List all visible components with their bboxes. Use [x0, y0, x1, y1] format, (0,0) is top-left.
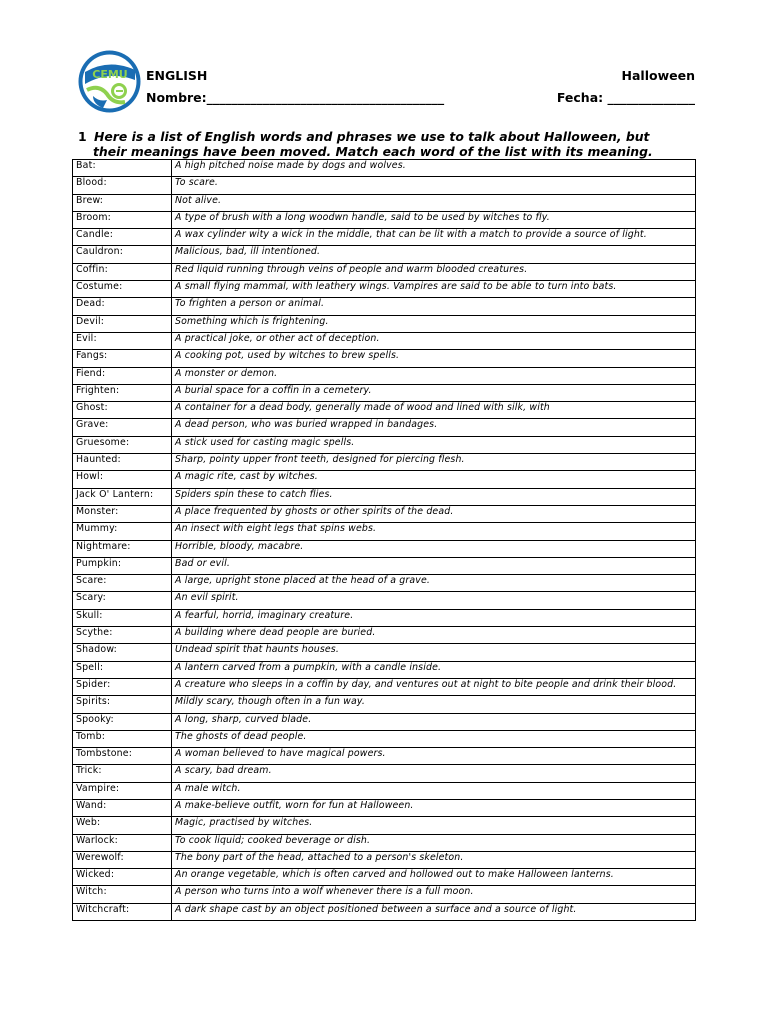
meaning-cell: The bony part of the head, attached to a person's skeleton.: [172, 851, 696, 868]
meaning-cell: A practical joke, or other act of deception.: [172, 332, 696, 349]
word-cell: Spirits:: [73, 696, 172, 713]
meaning-cell: A male witch.: [172, 782, 696, 799]
meaning-cell: To cook liquid; cooked beverage or dish.: [172, 834, 696, 851]
meaning-cell: A high pitched noise made by dogs and wolves.: [172, 160, 696, 177]
meaning-cell: A woman believed to have magical powers.: [172, 748, 696, 765]
word-cell: Wand:: [73, 799, 172, 816]
table-row: [73, 557, 696, 574]
word-cell: Shadow:: [73, 644, 172, 661]
table-row: [73, 886, 696, 903]
word-cell: Scythe:: [73, 627, 172, 644]
table-row: [73, 523, 696, 540]
word-cell: Warlock:: [73, 834, 172, 851]
meaning-cell: Undead spirit that haunts houses.: [172, 644, 696, 661]
word-cell: Bat:: [73, 160, 172, 177]
table-row: [73, 575, 696, 592]
table-row: [73, 644, 696, 661]
meaning-cell: Not alive.: [172, 194, 696, 211]
word-cell: Ghost:: [73, 402, 172, 419]
table-row: [73, 540, 696, 557]
table-row: [73, 211, 696, 228]
table-row: [73, 765, 696, 782]
table-row: [73, 488, 696, 505]
word-cell: Scary:: [73, 592, 172, 609]
word-cell: Web:: [73, 817, 172, 834]
table-row: [73, 471, 696, 488]
meaning-cell: An orange vegetable, which is often carved and hollowed out to make Halloween lanterns.: [172, 869, 696, 886]
meaning-cell: Sharp, pointy upper front teeth, designed for piercing flesh.: [172, 454, 696, 471]
table-row: [73, 246, 696, 263]
meaning-cell: A monster or demon.: [172, 367, 696, 384]
table-row: [73, 627, 696, 644]
meaning-cell: Bad or evil.: [172, 557, 696, 574]
meaning-cell: Malicious, bad, ill intentioned.: [172, 246, 696, 263]
table-row: [73, 332, 696, 349]
meaning-cell: A dead person, who was buried wrapped in bandages.: [172, 419, 696, 436]
word-cell: Haunted:: [73, 454, 172, 471]
table-row: [73, 402, 696, 419]
word-cell: Dead:: [73, 298, 172, 315]
table-row: [73, 834, 696, 851]
meaning-cell: A person who turns into a wolf whenever there is a full moon.: [172, 886, 696, 903]
word-cell: Coffin:: [73, 263, 172, 280]
table-row: [73, 160, 696, 177]
meaning-cell: A fearful, horrid, imaginary creature.: [172, 609, 696, 626]
meaning-cell: Something which is frightening.: [172, 315, 696, 332]
table-row: [73, 678, 696, 695]
meaning-cell: Horrible, bloody, macabre.: [172, 540, 696, 557]
vocabulary-table: [72, 159, 696, 921]
meaning-cell: A burial space for a coffin in a cemetery.: [172, 384, 696, 401]
word-cell: Mummy:: [73, 523, 172, 540]
meaning-cell: A stick used for casting magic spells.: [172, 436, 696, 453]
table-row: [73, 454, 696, 471]
table-row: [73, 263, 696, 280]
instruction-line-2: their meanings have been moved. Match each word of the list with its meaning.: [93, 144, 653, 159]
meaning-cell: To frighten a person or animal.: [172, 298, 696, 315]
word-cell: Monster:: [73, 505, 172, 522]
meaning-cell: To scare.: [172, 177, 696, 194]
meaning-cell: A creature who sleeps in a coffin by day, and ventures out at night to bite people and drink their blood.: [172, 678, 696, 695]
word-cell: Devil:: [73, 315, 172, 332]
word-cell: Tombstone:: [73, 748, 172, 765]
school-logo: [77, 50, 142, 113]
table-row: [73, 851, 696, 868]
subject-label: ENGLISH: [146, 68, 208, 83]
table-row: [73, 661, 696, 678]
vocabulary-table-body: [73, 160, 696, 921]
word-cell: Spell:: [73, 661, 172, 678]
meaning-cell: The ghosts of dead people.: [172, 730, 696, 747]
table-row: [73, 817, 696, 834]
topic-label: Halloween: [621, 68, 695, 83]
table-row: [73, 609, 696, 626]
meaning-cell: A cooking pot, used by witches to brew spells.: [172, 350, 696, 367]
meaning-cell: A make-believe outfit, worn for fun at Halloween.: [172, 799, 696, 816]
meaning-cell: An evil spirit.: [172, 592, 696, 609]
table-row: [73, 799, 696, 816]
table-row: [73, 229, 696, 246]
table-row: [73, 748, 696, 765]
word-cell: Wicked:: [73, 869, 172, 886]
meaning-cell: A long, sharp, curved blade.: [172, 713, 696, 730]
word-cell: Spider:: [73, 678, 172, 695]
word-cell: Trick:: [73, 765, 172, 782]
date-field-label: Fecha: ______________: [556, 90, 695, 105]
word-cell: Blood:: [73, 177, 172, 194]
meaning-cell: A dark shape cast by an object positioned between a surface and a source of light.: [172, 903, 696, 920]
word-cell: Fiend:: [73, 367, 172, 384]
table-row: [73, 436, 696, 453]
word-cell: Howl:: [73, 471, 172, 488]
word-cell: Broom:: [73, 211, 172, 228]
word-cell: Cauldron:: [73, 246, 172, 263]
word-cell: Costume:: [73, 281, 172, 298]
word-cell: Witch:: [73, 886, 172, 903]
word-cell: Jack O' Lantern:: [73, 488, 172, 505]
instruction-line-1: Here is a list of English words and phrases we use to talk about Halloween, but: [94, 129, 650, 144]
table-row: [73, 730, 696, 747]
meaning-cell: A container for a dead body, generally made of wood and lined with silk, with: [172, 402, 696, 419]
table-row: [73, 350, 696, 367]
word-cell: Vampire:: [73, 782, 172, 799]
word-cell: Skull:: [73, 609, 172, 626]
table-row: [73, 384, 696, 401]
table-row: [73, 177, 696, 194]
meaning-cell: An insect with eight legs that spins webs.: [172, 523, 696, 540]
word-cell: Pumpkin:: [73, 557, 172, 574]
word-cell: Scare:: [73, 575, 172, 592]
table-row: [73, 419, 696, 436]
table-row: [73, 298, 696, 315]
table-row: [73, 713, 696, 730]
table-row: [73, 505, 696, 522]
table-row: [73, 869, 696, 886]
exercise-instruction: [78, 129, 698, 159]
table-row: [73, 194, 696, 211]
word-cell: Brew:: [73, 194, 172, 211]
logo-text: CEMU: [92, 68, 128, 81]
meaning-cell: A place frequented by ghosts or other spirits of the dead.: [172, 505, 696, 522]
table-row: [73, 281, 696, 298]
word-cell: Frighten:: [73, 384, 172, 401]
word-cell: Witchcraft:: [73, 903, 172, 920]
word-cell: Candle:: [73, 229, 172, 246]
word-cell: Gruesome:: [73, 436, 172, 453]
meaning-cell: A magic rite, cast by witches.: [172, 471, 696, 488]
meaning-cell: A scary, bad dream.: [172, 765, 696, 782]
meaning-cell: A building where dead people are buried.: [172, 627, 696, 644]
table-row: [73, 696, 696, 713]
meaning-cell: Red liquid running through veins of people and warm blooded creatures.: [172, 263, 696, 280]
table-row: [73, 367, 696, 384]
word-cell: Tomb:: [73, 730, 172, 747]
table-row: [73, 782, 696, 799]
meaning-cell: A small flying mammal, with leathery wings. Vampires are said to be able to turn into bats.: [172, 281, 696, 298]
table-row: [73, 903, 696, 920]
word-cell: Fangs:: [73, 350, 172, 367]
meaning-cell: A wax cylinder wity a wick in the middle, that can be lit with a match to provide a source of light.: [172, 229, 696, 246]
word-cell: Spooky:: [73, 713, 172, 730]
word-cell: Evil:: [73, 332, 172, 349]
meaning-cell: A large, upright stone placed at the head of a grave.: [172, 575, 696, 592]
meaning-cell: Mildly scary, though often in a fun way.: [172, 696, 696, 713]
meaning-cell: Magic, practised by witches.: [172, 817, 696, 834]
word-cell: Werewolf:: [73, 851, 172, 868]
word-cell: Nightmare:: [73, 540, 172, 557]
meaning-cell: A lantern carved from a pumpkin, with a candle inside.: [172, 661, 696, 678]
meaning-cell: A type of brush with a long woodwn handle, said to be used by witches to fly.: [172, 211, 696, 228]
table-row: [73, 592, 696, 609]
meaning-cell: Spiders spin these to catch flies.: [172, 488, 696, 505]
exercise-number: 1: [78, 129, 87, 144]
name-field-label: Nombre:______________________________________: [146, 90, 445, 105]
word-cell: Grave:: [73, 419, 172, 436]
table-row: [73, 315, 696, 332]
